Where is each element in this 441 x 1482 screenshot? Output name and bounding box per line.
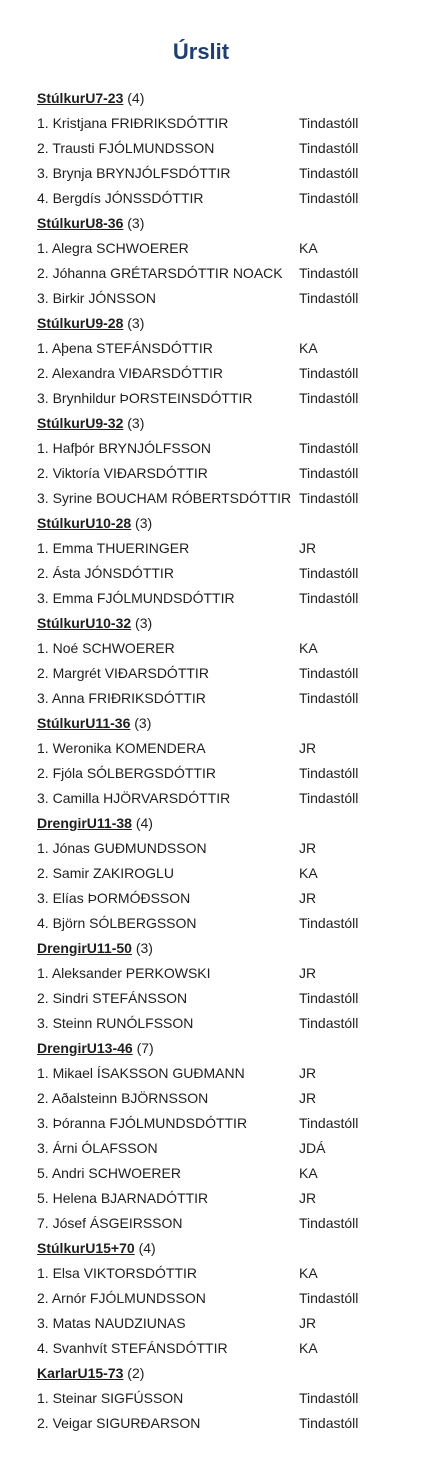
result-rank: 2. bbox=[37, 565, 49, 581]
result-entry bbox=[37, 636, 175, 661]
athlete-name: Margrét VIÐARSDÓTTIR bbox=[52, 665, 209, 681]
result-row bbox=[37, 636, 437, 661]
result-row bbox=[37, 661, 437, 686]
athlete-name: Bergdís JÓNSSDÓTTIR bbox=[52, 190, 204, 206]
result-row bbox=[37, 486, 437, 511]
category-header bbox=[37, 711, 437, 736]
athlete-name: Emma FJÓLMUNDSDÓTTIR bbox=[52, 590, 235, 606]
result-rank: 1. bbox=[37, 540, 49, 556]
athlete-name: Hafþór BRYNJÓLFSSON bbox=[52, 440, 212, 456]
result-rank: 4. bbox=[37, 1340, 49, 1356]
result-row bbox=[37, 1311, 437, 1336]
result-rank: 2. bbox=[37, 365, 49, 381]
result-entry bbox=[37, 111, 228, 136]
club-name: JR bbox=[299, 740, 317, 756]
club-name: Tindastóll bbox=[299, 1215, 359, 1231]
result-row bbox=[37, 286, 437, 311]
club-name: Tindastóll bbox=[299, 465, 359, 481]
result-entry bbox=[37, 1111, 247, 1136]
result-row bbox=[37, 1061, 437, 1086]
result-rank: 3. bbox=[37, 1015, 49, 1031]
result-entry bbox=[37, 436, 211, 461]
athlete-name: Aleksander PERKOWSKI bbox=[51, 965, 211, 981]
result-row bbox=[37, 736, 437, 761]
result-rank: 1. bbox=[37, 640, 49, 656]
club-name: Tindastóll bbox=[299, 440, 359, 456]
result-entry bbox=[37, 1186, 208, 1211]
athlete-name: Aðalsteinn BJÖRNSSON bbox=[51, 1090, 209, 1106]
athlete-name: Emma THUERINGER bbox=[52, 540, 190, 556]
category-link[interactable]: KarlarU15-73 bbox=[37, 1365, 124, 1381]
club-name: Tindastóll bbox=[299, 1390, 359, 1406]
category-count: (3) bbox=[135, 940, 153, 956]
club-name: Tindastóll bbox=[299, 365, 359, 381]
result-entry bbox=[37, 1261, 197, 1286]
result-rank: 3. bbox=[37, 165, 49, 181]
athlete-name: Steinn RUNÓLFSSON bbox=[52, 1015, 194, 1031]
club-name: Tindastóll bbox=[299, 1415, 359, 1431]
athlete-name: Alexandra VIÐARSDÓTTIR bbox=[51, 365, 223, 381]
athlete-name: Brynja BRYNJÓLFSDÓTTIR bbox=[52, 165, 231, 181]
result-rank: 4. bbox=[37, 915, 49, 931]
athlete-name: Syrine BOUCHAM RÓBERTSDÓTTIR bbox=[52, 490, 292, 506]
result-row bbox=[37, 236, 437, 261]
result-entry bbox=[37, 786, 230, 811]
athlete-name: Viktoría VIÐARSDÓTTIR bbox=[52, 465, 208, 481]
result-row bbox=[37, 836, 437, 861]
result-entry bbox=[37, 336, 213, 361]
result-entry bbox=[37, 886, 190, 911]
athlete-name: Birkir JÓNSSON bbox=[52, 290, 157, 306]
result-rank: 1. bbox=[37, 1065, 49, 1081]
athlete-name: Árni ÓLAFSSON bbox=[52, 1140, 158, 1156]
club-name: Tindastóll bbox=[299, 190, 359, 206]
club-name: KA bbox=[299, 1340, 318, 1356]
result-rank: 2. bbox=[37, 1090, 49, 1106]
result-entry bbox=[37, 536, 189, 561]
result-entry bbox=[37, 1411, 200, 1436]
club-name: Tindastóll bbox=[299, 590, 359, 606]
category-count: (3) bbox=[135, 615, 153, 631]
result-row bbox=[37, 436, 437, 461]
club-name: Tindastóll bbox=[299, 690, 359, 706]
result-row bbox=[37, 1286, 437, 1311]
result-rank: 2. bbox=[37, 1415, 49, 1431]
club-name: KA bbox=[299, 1265, 318, 1281]
result-rank: 2. bbox=[37, 865, 49, 881]
result-entry bbox=[37, 1311, 186, 1336]
result-entry bbox=[37, 586, 235, 611]
category-count: (2) bbox=[127, 1365, 145, 1381]
club-name: JR bbox=[299, 1190, 317, 1206]
result-row bbox=[37, 261, 437, 286]
category-link[interactable]: StúlkurU8-36 bbox=[37, 215, 124, 231]
result-row bbox=[37, 886, 437, 911]
athlete-name: Weronika KOMENDERA bbox=[52, 740, 206, 756]
result-entry bbox=[37, 486, 291, 511]
result-row bbox=[37, 1261, 437, 1286]
result-entry bbox=[37, 361, 223, 386]
category-count: (3) bbox=[127, 415, 145, 431]
category-link[interactable]: StúlkurU15+70 bbox=[37, 1240, 135, 1256]
category-count: (3) bbox=[127, 215, 145, 231]
category-link[interactable]: StúlkurU10-28 bbox=[37, 515, 132, 531]
category-count: (7) bbox=[136, 1040, 154, 1056]
result-row bbox=[37, 1186, 437, 1211]
club-name: JR bbox=[299, 1090, 317, 1106]
athlete-name: Elías ÞORMÓÐSSON bbox=[52, 890, 191, 906]
club-name: Tindastóll bbox=[299, 665, 359, 681]
result-row bbox=[37, 1136, 437, 1161]
result-rank: 5. bbox=[37, 1165, 49, 1181]
club-name: KA bbox=[299, 640, 318, 656]
result-row bbox=[37, 986, 437, 1011]
athlete-name: Ásta JÓNSDÓTTIR bbox=[52, 565, 174, 581]
category-count: (3) bbox=[134, 715, 152, 731]
result-entry bbox=[37, 986, 187, 1011]
club-name: Tindastóll bbox=[299, 565, 359, 581]
athlete-name: Andri SCHWOERER bbox=[51, 1165, 181, 1181]
result-rank: 2. bbox=[37, 1290, 49, 1306]
result-rank: 3. bbox=[37, 590, 49, 606]
club-name: Tindastóll bbox=[299, 290, 359, 306]
category-link[interactable]: StúlkurU11-36 bbox=[37, 715, 131, 731]
result-entry bbox=[37, 836, 207, 861]
result-row bbox=[37, 161, 437, 186]
club-name: Tindastóll bbox=[299, 1290, 359, 1306]
club-name: Tindastóll bbox=[299, 265, 359, 281]
result-row bbox=[37, 761, 437, 786]
result-entry bbox=[37, 1286, 206, 1311]
club-name: Tindastóll bbox=[299, 990, 359, 1006]
result-row bbox=[37, 1111, 437, 1136]
category-count: (3) bbox=[127, 315, 145, 331]
page-title: Úrslit bbox=[172, 39, 230, 64]
category-count: (4) bbox=[138, 1240, 156, 1256]
category-header bbox=[37, 1361, 437, 1386]
result-rank: 2. bbox=[37, 665, 49, 681]
category-link[interactable]: DrengirU11-38 bbox=[37, 815, 132, 831]
category-header bbox=[37, 611, 437, 636]
result-row bbox=[37, 1161, 437, 1186]
club-name: Tindastóll bbox=[299, 765, 359, 781]
result-rank: 2. bbox=[37, 265, 49, 281]
athlete-name: Veigar SIGURÐARSON bbox=[52, 1415, 201, 1431]
club-name: JR bbox=[299, 840, 317, 856]
athlete-name: Jónas GUÐMUNDSSON bbox=[52, 840, 207, 856]
result-rank: 1. bbox=[37, 965, 49, 981]
result-rank: 3. bbox=[37, 1315, 49, 1331]
club-name: Tindastóll bbox=[299, 165, 359, 181]
result-entry bbox=[37, 761, 216, 786]
result-entry bbox=[37, 236, 189, 261]
result-rank: 3. bbox=[37, 890, 49, 906]
club-name: JR bbox=[299, 540, 317, 556]
result-entry bbox=[37, 661, 209, 686]
result-entry bbox=[37, 1211, 183, 1236]
category-link[interactable]: DrengirU11-50 bbox=[37, 940, 132, 956]
athlete-name: Brynhildur ÞORSTEINSDÓTTIR bbox=[52, 390, 253, 406]
result-row bbox=[37, 1011, 437, 1036]
result-row bbox=[37, 186, 437, 211]
club-name: Tindastóll bbox=[299, 1015, 359, 1031]
athlete-name: Jóhanna GRÉTARSDÓTTIR NOACK bbox=[52, 265, 283, 281]
result-entry bbox=[37, 1161, 181, 1186]
category-link[interactable]: StúlkurU7-23 bbox=[37, 90, 124, 106]
result-row bbox=[37, 911, 437, 936]
athlete-name: Mikael ÍSAKSSON GUÐMANN bbox=[52, 1065, 245, 1081]
category-count: (4) bbox=[127, 90, 145, 106]
club-name: KA bbox=[299, 240, 318, 256]
athlete-name: Arnór FJÓLMUNDSSON bbox=[51, 1290, 206, 1306]
category-header bbox=[37, 411, 437, 436]
result-entry bbox=[37, 136, 214, 161]
result-entry bbox=[37, 686, 206, 711]
club-name: Tindastóll bbox=[299, 1115, 359, 1131]
result-rank: 3. bbox=[37, 1140, 49, 1156]
result-rank: 1. bbox=[37, 740, 49, 756]
result-entry bbox=[37, 186, 204, 211]
result-row bbox=[37, 461, 437, 486]
club-name: Tindastóll bbox=[299, 140, 359, 156]
result-rank: 2. bbox=[37, 990, 49, 1006]
result-rank: 1. bbox=[37, 340, 49, 356]
club-name: Tindastóll bbox=[299, 490, 359, 506]
result-row bbox=[37, 686, 437, 711]
result-entry bbox=[37, 961, 211, 986]
athlete-name: Steinar SIGFÚSSON bbox=[52, 1390, 184, 1406]
result-rank: 3. bbox=[37, 490, 49, 506]
result-rank: 5. bbox=[37, 1190, 49, 1206]
result-entry bbox=[37, 1086, 208, 1111]
athlete-name: Aþena STEFÁNSDÓTTIR bbox=[51, 340, 213, 356]
result-rank: 2. bbox=[37, 465, 49, 481]
result-row bbox=[37, 111, 437, 136]
category-count: (4) bbox=[135, 815, 153, 831]
result-rank: 2. bbox=[37, 765, 49, 781]
result-rank: 1. bbox=[37, 240, 49, 256]
result-rank: 1. bbox=[37, 115, 49, 131]
result-rank: 3. bbox=[37, 690, 49, 706]
result-row bbox=[37, 561, 437, 586]
results-list bbox=[37, 86, 437, 1436]
result-entry bbox=[37, 286, 156, 311]
result-rank: 3. bbox=[37, 790, 49, 806]
result-row bbox=[37, 1086, 437, 1111]
result-row bbox=[37, 961, 437, 986]
club-name: JR bbox=[299, 965, 317, 981]
result-entry bbox=[37, 1336, 228, 1361]
athlete-name: Trausti FJÓLMUNDSSON bbox=[52, 140, 215, 156]
result-rank: 1. bbox=[37, 1390, 49, 1406]
club-name: Tindastóll bbox=[299, 790, 359, 806]
club-name: Tindastóll bbox=[299, 915, 359, 931]
result-row bbox=[37, 786, 437, 811]
result-row bbox=[37, 536, 437, 561]
athlete-name: Camilla HJÖRVARSDÓTTIR bbox=[52, 790, 231, 806]
club-name: KA bbox=[299, 340, 318, 356]
category-header bbox=[37, 1036, 437, 1061]
club-name: JR bbox=[299, 890, 317, 906]
result-row bbox=[37, 1411, 437, 1436]
result-entry bbox=[37, 1386, 183, 1411]
athlete-name: Svanhvít STEFÁNSDÓTTIR bbox=[52, 1340, 228, 1356]
result-entry bbox=[37, 461, 208, 486]
athlete-name: Helena BJARNADÓTTIR bbox=[52, 1190, 209, 1206]
athlete-name: Björn SÓLBERGSSON bbox=[52, 915, 197, 931]
category-header bbox=[37, 1236, 437, 1261]
athlete-name: Fjóla SÓLBERGSDÓTTIR bbox=[52, 765, 216, 781]
result-rank: 7. bbox=[37, 1215, 49, 1231]
result-rank: 3. bbox=[37, 1115, 49, 1131]
athlete-name: Þóranna FJÓLMUNDSDÓTTIR bbox=[52, 1115, 248, 1131]
result-rank: 1. bbox=[37, 840, 49, 856]
athlete-name: Sindri STEFÁNSSON bbox=[52, 990, 188, 1006]
result-entry bbox=[37, 861, 174, 886]
category-link[interactable]: StúlkurU9-28 bbox=[37, 315, 124, 331]
result-row bbox=[37, 1386, 437, 1411]
category-link[interactable]: StúlkurU10-32 bbox=[37, 615, 132, 631]
result-row bbox=[37, 361, 437, 386]
club-name: JR bbox=[299, 1315, 317, 1331]
club-name: KA bbox=[299, 865, 318, 881]
result-rank: 1. bbox=[37, 1265, 49, 1281]
club-name: JDÁ bbox=[299, 1140, 326, 1156]
category-header bbox=[37, 511, 437, 536]
result-entry bbox=[37, 261, 283, 286]
category-link[interactable]: StúlkurU9-32 bbox=[37, 415, 124, 431]
result-entry bbox=[37, 1136, 158, 1161]
result-rank: 2. bbox=[37, 140, 49, 156]
result-row bbox=[37, 136, 437, 161]
athlete-name: Samir ZAKIROGLU bbox=[52, 865, 174, 881]
result-rank: 3. bbox=[37, 390, 49, 406]
result-row bbox=[37, 1336, 437, 1361]
category-header bbox=[37, 936, 437, 961]
result-entry bbox=[37, 161, 230, 186]
result-rank: 4. bbox=[37, 190, 49, 206]
athlete-name: Kristjana FRIÐRIKSDÓTTIR bbox=[52, 115, 229, 131]
club-name: Tindastóll bbox=[299, 115, 359, 131]
club-name: JR bbox=[299, 1065, 317, 1081]
athlete-name: Elsa VIKTORSDÓTTIR bbox=[52, 1265, 198, 1281]
category-header bbox=[37, 311, 437, 336]
result-row bbox=[37, 586, 437, 611]
result-entry bbox=[37, 1061, 245, 1086]
category-header bbox=[37, 86, 437, 111]
athlete-name: Anna FRIÐRIKSDÓTTIR bbox=[51, 690, 206, 706]
club-name: KA bbox=[299, 1165, 318, 1181]
result-entry bbox=[37, 561, 174, 586]
athlete-name: Jósef ÁSGEIRSSON bbox=[52, 1215, 183, 1231]
category-count: (3) bbox=[135, 515, 153, 531]
result-rank: 3. bbox=[37, 290, 49, 306]
result-rank: 1. bbox=[37, 440, 49, 456]
athlete-name: Noé SCHWOERER bbox=[52, 640, 175, 656]
category-link[interactable]: DrengirU13-46 bbox=[37, 1040, 133, 1056]
result-row bbox=[37, 336, 437, 361]
result-row bbox=[37, 386, 437, 411]
result-row bbox=[37, 1211, 437, 1236]
result-entry bbox=[37, 1011, 193, 1036]
result-entry bbox=[37, 386, 253, 411]
athlete-name: Alegra SCHWOERER bbox=[51, 240, 189, 256]
category-header bbox=[37, 811, 437, 836]
result-entry bbox=[37, 911, 197, 936]
category-header bbox=[37, 211, 437, 236]
result-entry bbox=[37, 736, 206, 761]
athlete-name: Matas NAUDZIUNAS bbox=[52, 1315, 186, 1331]
result-row bbox=[37, 861, 437, 886]
club-name: Tindastóll bbox=[299, 390, 359, 406]
